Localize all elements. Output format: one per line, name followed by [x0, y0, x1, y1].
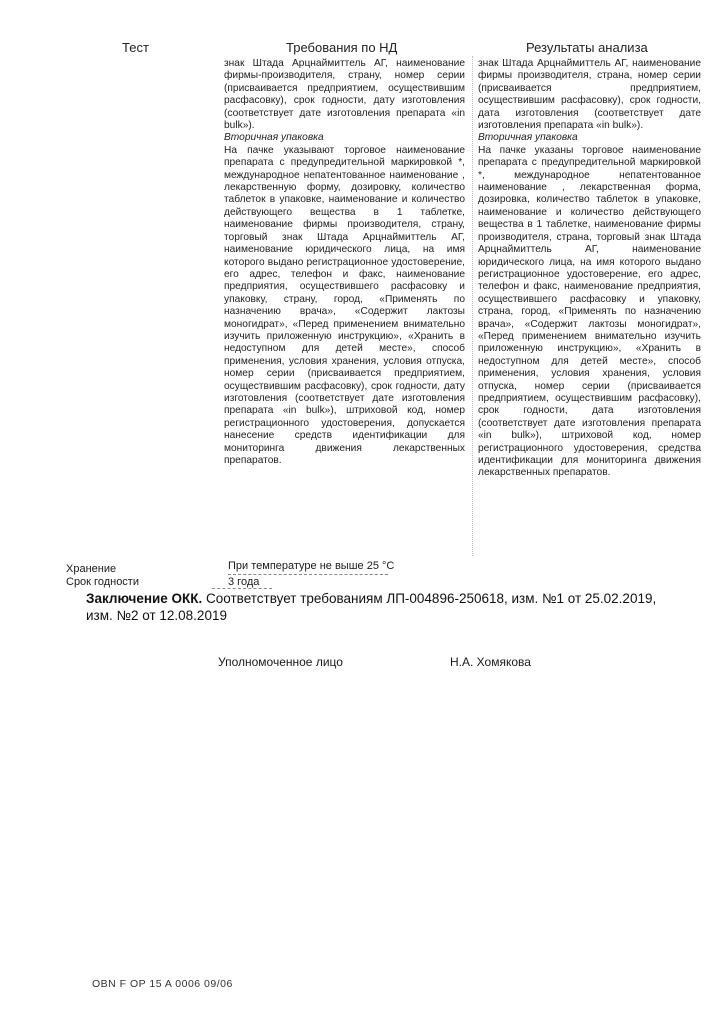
signatory-role: Уполномоченное лицо	[218, 655, 343, 669]
results-intro: знак Штада Арцнаймиттель АГ, наименование фирмы производителя, страна, номер серии (присваивается предприятием, осуществившим расфасовку), срок годности, дата изготовления (соответствует дате изготовления препарата «in bulk»).	[478, 58, 701, 132]
requirements-secondary-text: На пачке указывают торговое наименование препарата с предупредительной маркировкой *, международное непатентованное наименование , лекарственную форму, дозировку, количество таблеток в упаковке, наименование и количество действующего вещества в 1 таблетке, наименование фирмы производителя, страну, торговый знак Штада Арцнаймиттель АГ, наименование юридического лица, на имя которого выдано регистрационное удостоверение, его адрес, телефон и факс, наименование предприятия, осуществившего расфасовку и упаковку, страну, город, «Применять по назначению врача», «Содержит лактозы моногидрат», «Перед применением внимательно изучить приложенную инструкцию», «Хранить в недоступном для детей месте», способ применения, условия хранения, условия отпуска, номер серии (присваивается предприятием, осуществившим расфасовку), срок годности, дату изготовления (соответствует дате изготовления препарата «in bulk»), штриховой код, номер регистрационного удостоверения, допускается нанесение средств идентификации для мониторинга движения лекарственных препаратов.	[224, 144, 465, 466]
column-divider	[472, 56, 473, 556]
requirements-secondary-title: Вторичная упаковка	[224, 132, 324, 144]
column-header-results: Результаты анализа	[526, 40, 648, 55]
results-secondary-title: Вторичная упаковка	[478, 132, 578, 144]
shelf-life-dash-line	[212, 588, 272, 589]
requirements-column	[224, 58, 465, 467]
storage-dash-line	[228, 574, 388, 575]
results-column	[478, 58, 701, 480]
column-header-test: Тест	[122, 40, 149, 55]
conclusion	[86, 590, 666, 624]
conclusion-title: Заключение ОКК.	[86, 591, 203, 606]
storage-value: При температуре не выше 25 °С	[228, 560, 395, 572]
document-footer-code: OBN F OP 15 A 0006 09/06	[92, 978, 233, 990]
conclusion-text: Соответствует требованиям ЛП-004896-250618, изм. №1 от 25.02.2019, изм. №2 от 12.08.2019	[86, 591, 657, 623]
signatory-name: Н.А. Хомякова	[450, 655, 531, 669]
shelf-life-label: Срок годности	[66, 576, 139, 588]
column-header-requirements: Требования по НД	[286, 40, 398, 55]
results-secondary-text: На пачке указаны торговое наименование препарата с предупредительной маркировкой *, международное непатентованное наименование , лекарственная форма, дозировка, количество таблеток в упаковке, наименование и количество действующего вещества в 1 таблетке, наименование фирмы производителя, страна, торговый знак Штада Арцнаймиттель АГ, наименование юридического лица, на имя которого выдано регистрационное удостоверение, его адрес, телефон и факс, наименование предприятия, осуществившего расфасовку и упаковку, страна, город, «Применять по назначению врача», «Содержит лактозы моногидрат», «Перед применением внимательно изучить приложенную инструкцию», «Хранить в недоступном для детей месте», способ применения, условия хранения, условия отпуска, номер серии (присваивается предприятием, осуществившим расфасовку), срок годности, дата изготовления (соответствует дате изготовления препарата «in bulk»), штриховой код, номер регистрационного удостоверения, средства идентификации для мониторинга движения лекарственных препаратов.	[478, 144, 701, 479]
storage-label: Хранение	[66, 563, 117, 575]
shelf-life-value: 3 года	[228, 576, 260, 588]
requirements-intro: знак Штада Арцнаймиттель АГ, наименование фирмы-производителя, страну, номер серии (присваивается предприятием, осуществившим расфасовку), срок годности, дату изготовления (соответствует дате изготовления препарата «in bulk»).	[224, 58, 465, 132]
